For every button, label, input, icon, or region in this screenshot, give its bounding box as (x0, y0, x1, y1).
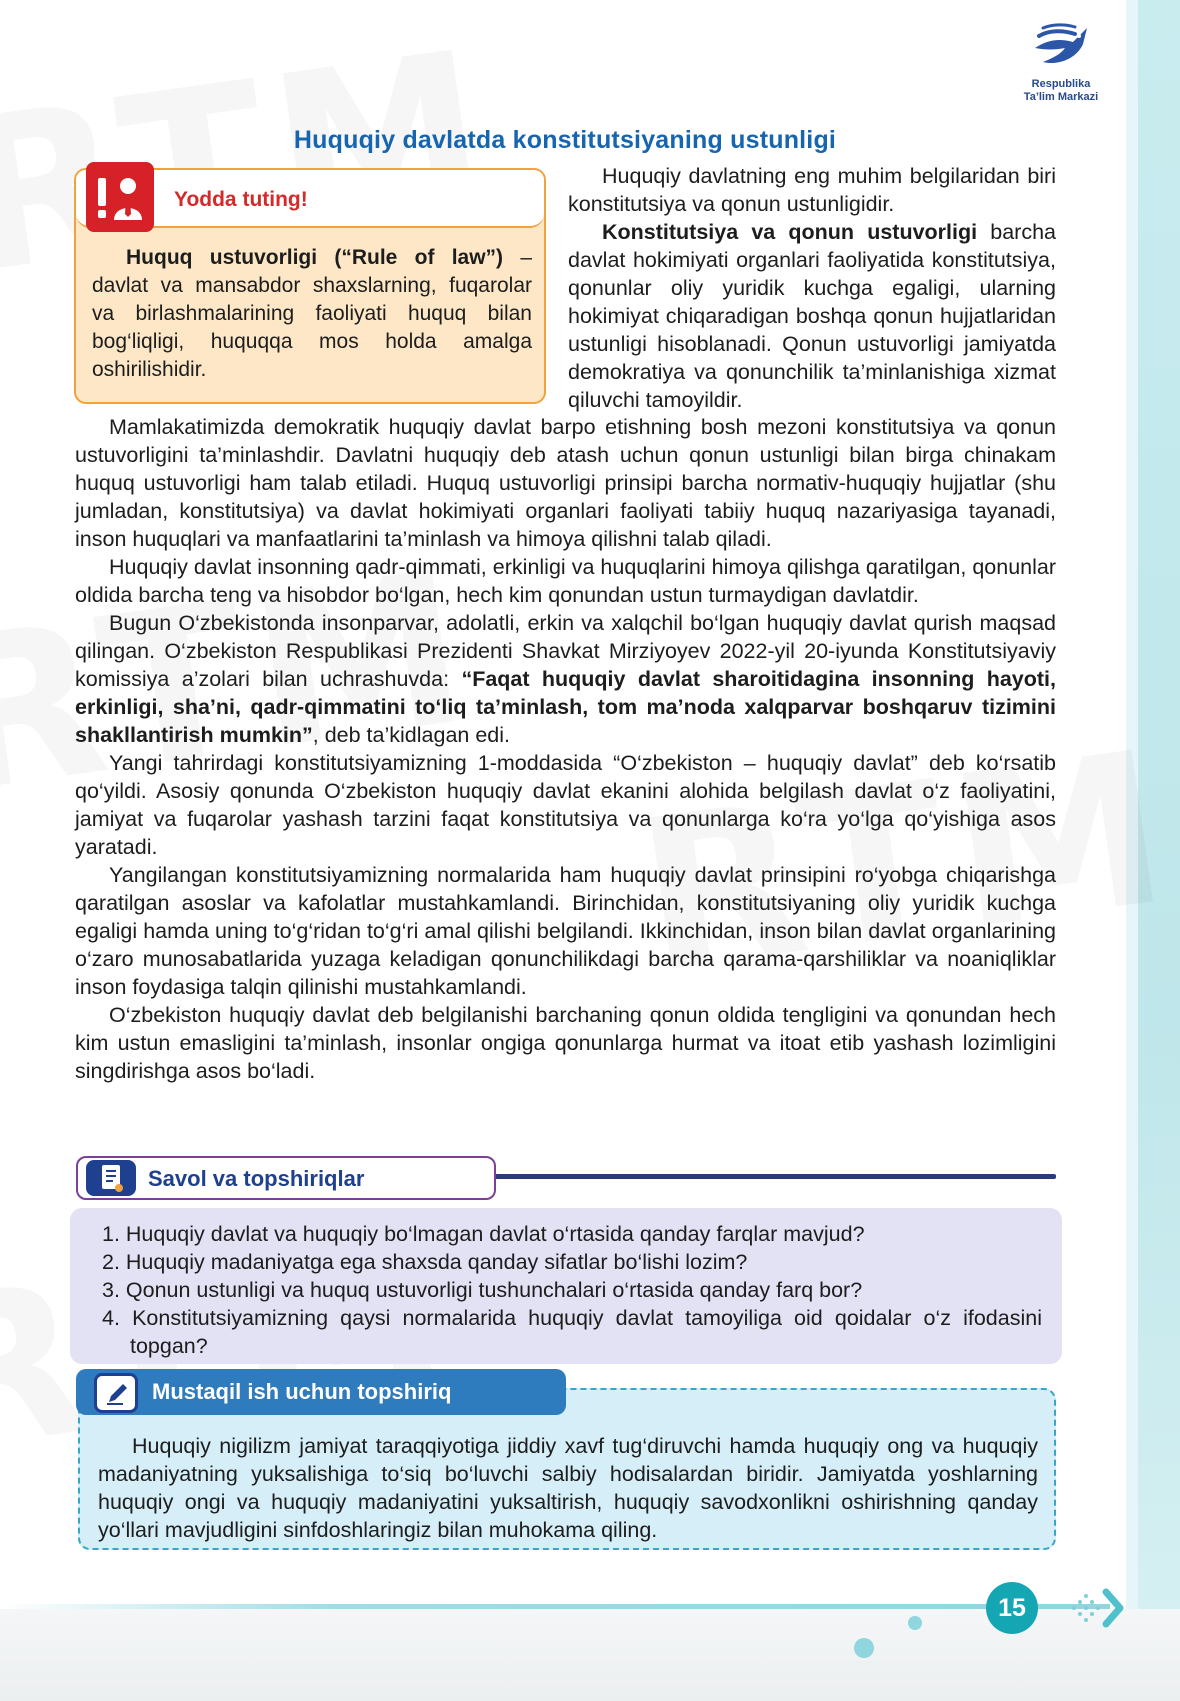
main-paragraph-3-end: , deb ta’kidlagan edi. (312, 723, 510, 747)
decor-dot (854, 1638, 874, 1658)
question-item: 1. Huquqiy davlat va huquqiy bo‘lmagan davlat o‘rtasida qanday farqlar mavjud? (102, 1222, 865, 1246)
footer-line (0, 1604, 1110, 1609)
mustaqil-text: Huquqiy nigilizm jamiyat taraqqiyotiga jiddiy xavf tug‘diruvchi hamda huquqiy ong va huquqiy madaniyatning yuksalishiga to‘siq bo‘luvchi salbiy hodisalardan biridir. Jamiyatda yoshlarning huquqiy ongi va huquqiy madaniyatini yuksaltirish, huquqiy savodxonlikni oshirishning qanday yo‘llari mavjudligini sinfdoshlaringiz bilan muhokama qiling. (98, 1434, 1038, 1542)
savol-divider (490, 1174, 1056, 1179)
main-paragraph-5: Yangilangan konstitutsiyamizning normalarida ham huquqiy davlat prinsipini ro‘yobga chiqarishga qaratilgan asoslar va kafolatlar mustahkamlandi. Birinchidan, konstitutsiyaning oliy yuridik kuchga egaligi hamda uning to‘g‘ridan to‘g‘ri amal qilishi belgilandi. Ikkinchidan, inson bilan davlat organlarining o‘zaro munosabatlarida yuzaga keladigan qonunchilikdagi barcha qarama-qarshiliklar va noaniqliklar inson foydasiga talqin qilinishi mustahkamlandi. (75, 863, 1056, 999)
remember-definition: – davlat va mansabdor shaxslarning, fuqarolar va birlashmalarining faoliyati huquq bilan bog‘liqligi, huquqqa mos holda amalga oshirilishidir. (92, 246, 532, 381)
question-item: 3. Qonun ustunligi va huquq ustuvorligi tushunchalari o‘rtasida qanday farq bor? (102, 1278, 863, 1302)
logo-bird-icon (1029, 18, 1093, 78)
questions-list (102, 1220, 1042, 1360)
page-title: Huquqiy davlatda konstitutsiyaning ustunligi (293, 126, 837, 154)
question-item: 4. Konstitutsiyamizning qaysi normalarida huquqiy davlat tamoyiliga oid qoidalar o‘z ifodasini topgan? (102, 1306, 1042, 1358)
remember-title: Yodda tuting! (174, 188, 308, 211)
mustaqil-header (76, 1369, 566, 1415)
decor-dot (908, 1616, 922, 1630)
document-icon (86, 1160, 136, 1196)
publisher-logo (1013, 18, 1109, 104)
main-paragraph-3 (75, 609, 1056, 749)
remember-term: Huquq ustuvorligi (“Rule of law”) (126, 246, 504, 269)
main-paragraph-3-start: Bugun O‘zbekistonda insonparvar, adolatli, erkin va xalqchil bo‘lgan huquqiy davlat qurish maqsad qilingan. O‘zbekiston Respublikasi Prezidenti Shavkat Mirziyoyev 2022-yil 20-iyunda Konstitutsiyaviy komissiya a’zolari bilan uchrashuvda: (75, 611, 1056, 691)
intro-paragraph-2-rest: barcha davlat hokimiyati organlari faoliyatida konstitutsiya, qonunlar oliy yuridik kuchga egaligi, ularning hokimiyat chiqaradigan boshqa qonun hujjatlaridan ustunligi hisoblanadi. Qonun ustuvorligi jamiyatda demokratiya va qonunchilik ta’minlanishiga xizmat qiluvchi tamoyildir. (568, 220, 1056, 412)
main-paragraph-1: Mamlakatimizda demokratik huquqiy davlat barpo etishning bosh mezoni konstitutsiya va qonun ustuvorligini ta’minlashdir. Davlatni huquqiy deb atash uchun qonun ustunligi bilan birga chinakam huquq ustuvorligi ham talab etiladi. Huquq ustuvorligi prinsipi barcha normativ-huquqiy hujjatlar (shu jumladan, konstitutsiya) va davlat hokimiyati organlari faoliyati tabiiy huquq nazariyasiga tayanadi, inson huquqlari va manfaatlarini ta’minlash va himoya qilishni talab qiladi. (75, 415, 1056, 551)
remember-box (74, 168, 546, 404)
intro-paragraph-1: Huquqiy davlatning eng muhim belgilaridan biri konstitutsiya va qonun ustunligidir. (568, 164, 1056, 216)
intro-bold-term: Konstitutsiya va qonun ustuvorligi (602, 220, 978, 244)
pencil-icon (94, 1373, 138, 1413)
next-page-icon (1068, 1586, 1128, 1635)
logo-text-line2: Ta’lim Markazi (1023, 91, 1099, 103)
intro-paragraph-2 (568, 218, 1056, 414)
main-paragraph-6: O‘zbekiston huquqiy davlat deb belgilanishi barchaning qonun oldida tengligini va qonundan hech kim ustun emasligini ta’minlash, insonlar ongiga qonunlarga hurmat va itoat etib yashash lozimligini singdirishga asos bo‘ladi. (75, 1003, 1056, 1083)
remember-header (76, 170, 544, 228)
main-paragraph-2: Huquqiy davlat insonning qadr-qimmati, erkinligi va huquqlarini himoya qilishga qaratilgan, qonunlar oldida barcha teng va hisobdor bo‘lgan, hech kim qonundan ustun turmaydigan davlatdir. (75, 555, 1056, 607)
savol-title: Savol va topshiriqlar (148, 1166, 365, 1191)
question-item: 2. Huquqiy madaniyatga ega shaxsda qanday sifatlar bo‘lishi lozim? (102, 1250, 748, 1274)
president-quote: “Faqat huquqiy davlat sharoitidagina insonning hayoti, erkinligi, sha’ni, qadr-qimmatini to‘liq ta’minlash, tom ma’noda xalqparvar boshqaruv tizimini shakllantirish mumkin” (75, 667, 1056, 747)
page-number: 15 (986, 1582, 1038, 1634)
intro-text (568, 162, 1056, 414)
remember-text (92, 244, 532, 384)
savol-box (70, 1208, 1062, 1364)
logo-text-line1: Respublika (1031, 78, 1091, 90)
main-paragraph-4: Yangi tahrirdagi konstitutsiyamizning 1-moddasida “O‘zbekiston – huquqiy davlat” deb ko‘rsatib qo‘yildi. Asosiy qonunda O‘zbekiston huquqiy davlat ekanini alohida belgilash davlat o‘z faoliyatini, jamiyat va fuqarolar yashash tarzini faqat konstitutsiya va qonunlarga ko‘ra yo‘lga qo‘yishiga asos yaratadi. (75, 751, 1056, 859)
main-text (75, 413, 1056, 1085)
savol-header (76, 1156, 496, 1200)
warning-person-icon (86, 162, 154, 232)
mustaqil-title: Mustaqil ish uchun topshiriq (152, 1379, 452, 1404)
